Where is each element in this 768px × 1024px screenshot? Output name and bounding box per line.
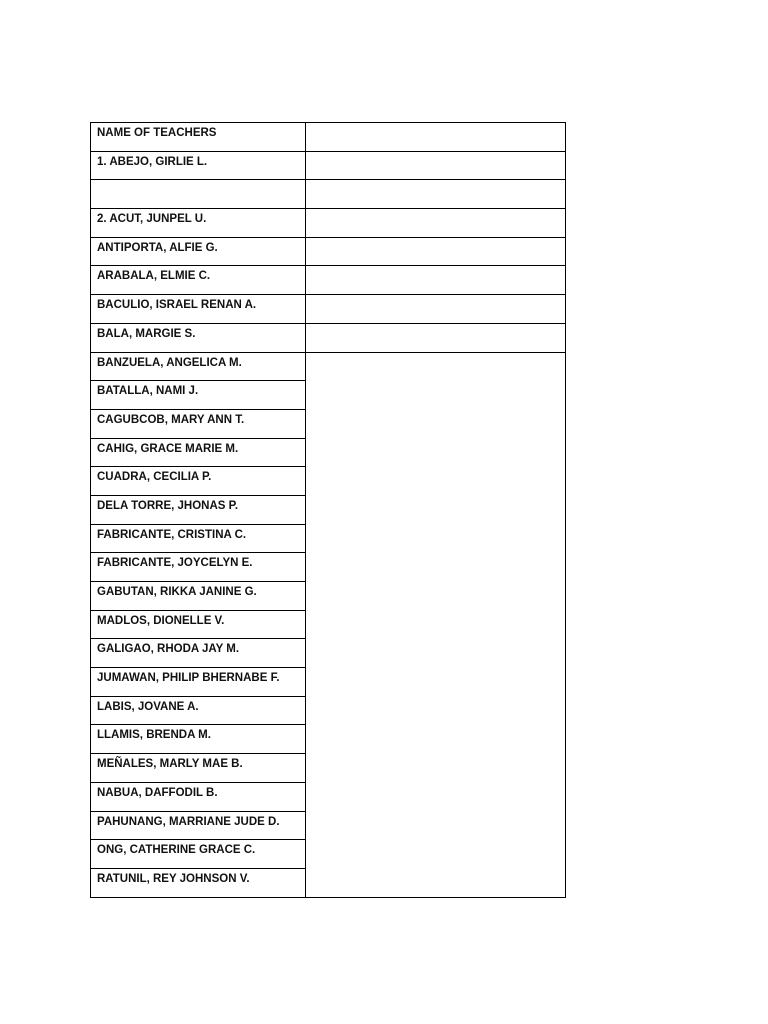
teacher-name-cell: GABUTAN, RIKKA JANINE G.: [91, 582, 306, 611]
teacher-name-cell: FABRICANTE, JOYCELYN E.: [91, 553, 306, 582]
teacher-name-cell: GALIGAO, RHODA JAY M.: [91, 639, 306, 668]
teacher-name-cell: MADLOS, DIONELLE V.: [91, 610, 306, 639]
teacher-name-cell: BATALLA, NAMI J.: [91, 381, 306, 410]
table-row: [91, 151, 566, 180]
empty-cell: [306, 323, 566, 352]
teacher-name-cell: ARABALA, ELMIE C.: [91, 266, 306, 295]
table-row: [91, 352, 566, 381]
empty-cell: [306, 123, 566, 152]
teacher-name-cell: ANTIPORTA, ALFIE G.: [91, 237, 306, 266]
table-row: [91, 295, 566, 324]
teacher-name-cell: LABIS, JOVANE A.: [91, 696, 306, 725]
teacher-name-cell: CAGUBCOB, MARY ANN T.: [91, 409, 306, 438]
table-row: [91, 266, 566, 295]
empty-cell: [306, 180, 566, 209]
table-header-cell: NAME OF TEACHERS: [91, 123, 306, 152]
teacher-name-cell: RATUNIL, REY JOHNSON V.: [91, 868, 306, 897]
teacher-name-cell: DELA TORRE, JHONAS P.: [91, 495, 306, 524]
merged-empty-cell: [306, 352, 566, 897]
teacher-name-cell: [91, 180, 306, 209]
teacher-name-cell: BALA, MARGIE S.: [91, 323, 306, 352]
teacher-name-cell: 1. ABEJO, GIRLIE L.: [91, 151, 306, 180]
teacher-name-cell: PAHUNANG, MARRIANE JUDE D.: [91, 811, 306, 840]
empty-cell: [306, 295, 566, 324]
table-row: [91, 209, 566, 238]
teacher-name-cell: ONG, CATHERINE GRACE C.: [91, 840, 306, 869]
teacher-name-cell: BACULIO, ISRAEL RENAN A.: [91, 295, 306, 324]
table-row: [91, 123, 566, 152]
teacher-name-cell: NABUA, DAFFODIL B.: [91, 782, 306, 811]
table-row: [91, 237, 566, 266]
teacher-name-cell: CAHIG, GRACE MARIE M.: [91, 438, 306, 467]
empty-cell: [306, 266, 566, 295]
empty-cell: [306, 209, 566, 238]
empty-cell: [306, 237, 566, 266]
empty-cell: [306, 151, 566, 180]
teacher-name-cell: JUMAWAN, PHILIP BHERNABE F.: [91, 668, 306, 697]
table-row: [91, 180, 566, 209]
teacher-name-cell: MEÑALES, MARLY MAE B.: [91, 754, 306, 783]
table-row: [91, 323, 566, 352]
teacher-name-cell: LLAMIS, BRENDA M.: [91, 725, 306, 754]
teacher-name-cell: BANZUELA, ANGELICA M.: [91, 352, 306, 381]
teacher-name-cell: CUADRA, CECILIA P.: [91, 467, 306, 496]
teachers-table: [90, 122, 566, 898]
teacher-name-cell: 2. ACUT, JUNPEL U.: [91, 209, 306, 238]
teacher-name-cell: FABRICANTE, CRISTINA C.: [91, 524, 306, 553]
